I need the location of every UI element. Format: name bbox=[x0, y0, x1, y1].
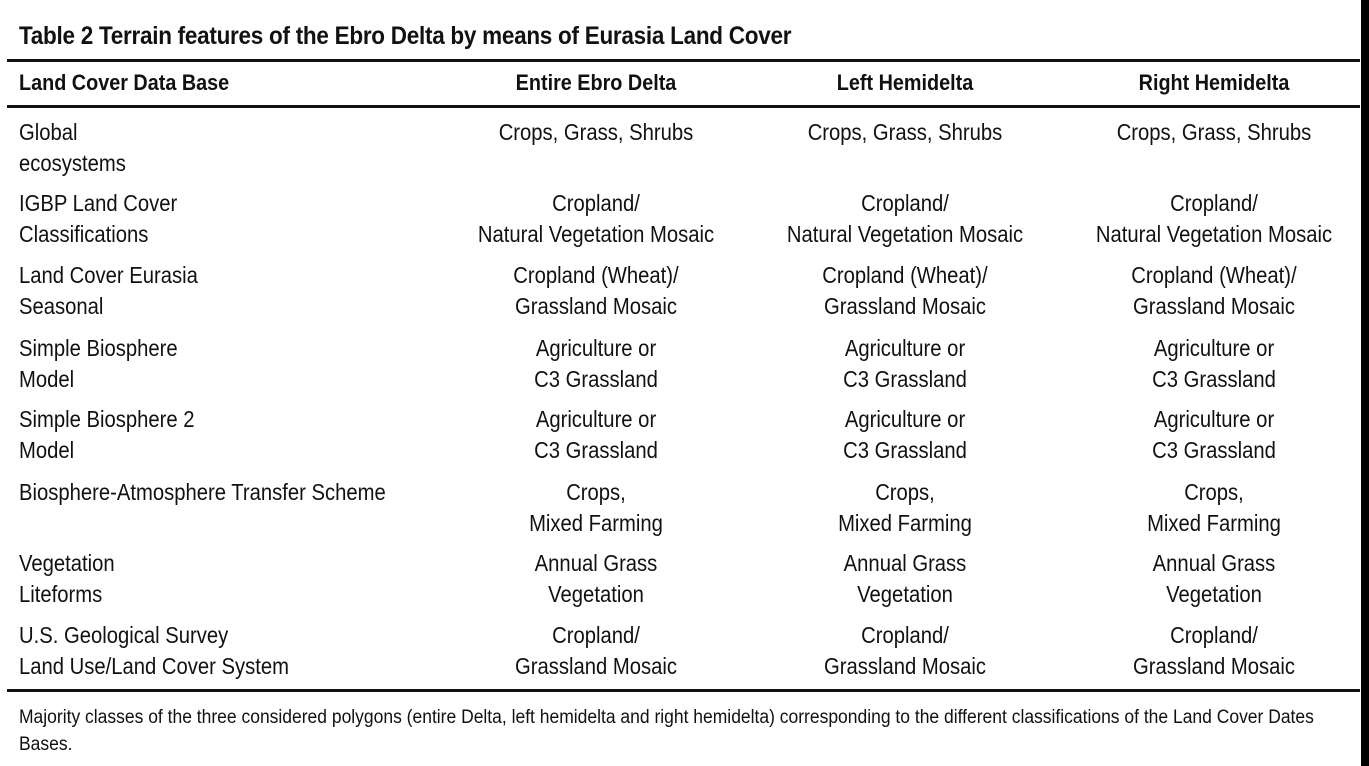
cell-entire-delta: Cropland/ Natural Vegetation Mosaic bbox=[477, 190, 715, 247]
cell-entire-delta: Crops, Mixed Farming bbox=[529, 479, 663, 536]
cell-right-hemidelta: Cropland/ Grassland Mosaic bbox=[1132, 622, 1295, 679]
cell-entire-delta: Cropland (Wheat)/ Grassland Mosaic bbox=[513, 262, 679, 319]
table-row bbox=[0, 477, 1361, 549]
cell-left-hemidelta: Crops, Mixed Farming bbox=[838, 479, 972, 536]
table-row bbox=[0, 620, 1361, 692]
cell-left-hemidelta: Cropland (Wheat)/ Grassland Mosaic bbox=[822, 262, 988, 319]
row-label: IGBP Land Cover Classifications bbox=[19, 190, 178, 247]
cell-left-hemidelta: Cropland/ Natural Vegetation Mosaic bbox=[786, 190, 1024, 247]
cell-entire-delta: Annual Grass Vegetation bbox=[534, 550, 658, 607]
table-title: Table 2 Terrain features of the Ebro Delta by means of Eurasia Land Cover bbox=[19, 22, 792, 50]
cell-left-hemidelta: Agriculture or C3 Grassland bbox=[843, 335, 967, 392]
top-rule bbox=[7, 59, 1360, 62]
cell-right-hemidelta: Agriculture or C3 Grassland bbox=[1152, 335, 1276, 392]
cell-entire-delta: Cropland/ Grassland Mosaic bbox=[514, 622, 677, 679]
bottom-rule bbox=[7, 689, 1360, 692]
row-label: Global ecosystems bbox=[19, 119, 126, 176]
cell-right-hemidelta: Crops, Grass, Shrubs bbox=[1116, 119, 1312, 145]
row-label: Simple Biosphere 2 Model bbox=[19, 406, 195, 463]
header-entire-ebro-delta: Entire Ebro Delta bbox=[515, 70, 677, 95]
row-label: Biosphere-Atmosphere Transfer Scheme bbox=[19, 479, 386, 505]
cell-right-hemidelta: Crops, Mixed Farming bbox=[1147, 479, 1281, 536]
cell-right-hemidelta: Cropland/ Natural Vegetation Mosaic bbox=[1095, 190, 1333, 247]
header-land-cover-data-base: Land Cover Data Base bbox=[19, 70, 230, 95]
table-row bbox=[0, 117, 1361, 189]
cell-entire-delta: Agriculture or C3 Grassland bbox=[534, 335, 658, 392]
table-row bbox=[0, 333, 1361, 405]
table-row bbox=[0, 548, 1361, 620]
cell-left-hemidelta: Crops, Grass, Shrubs bbox=[807, 119, 1003, 145]
row-label: Vegetation Liteforms bbox=[19, 550, 115, 607]
cell-left-hemidelta: Agriculture or C3 Grassland bbox=[843, 406, 967, 463]
row-label: Simple Biosphere Model bbox=[19, 335, 178, 392]
cell-entire-delta: Crops, Grass, Shrubs bbox=[498, 119, 694, 145]
header-left-hemidelta: Left Hemidelta bbox=[836, 70, 974, 95]
table-footnote: Majority classes of the three considered polygons (entire Delta, left hemidelta and right hemidelta) corresponding to the different classifications of the Land Cover Dates Bases. bbox=[19, 707, 1314, 755]
row-label: Land Cover Eurasia Seasonal bbox=[19, 262, 198, 319]
table-row bbox=[0, 404, 1361, 476]
cell-left-hemidelta: Annual Grass Vegetation bbox=[843, 550, 967, 607]
cell-right-hemidelta: Cropland (Wheat)/ Grassland Mosaic bbox=[1131, 262, 1297, 319]
cell-right-hemidelta: Agriculture or C3 Grassland bbox=[1152, 406, 1276, 463]
table-row bbox=[0, 260, 1361, 332]
cell-left-hemidelta: Cropland/ Grassland Mosaic bbox=[823, 622, 986, 679]
header-rule bbox=[7, 105, 1360, 108]
row-label: U.S. Geological Survey Land Use/Land Cover System bbox=[19, 622, 290, 679]
header-right-hemidelta: Right Hemidelta bbox=[1138, 70, 1290, 95]
cell-right-hemidelta: Annual Grass Vegetation bbox=[1152, 550, 1276, 607]
table-row bbox=[0, 188, 1361, 260]
cell-entire-delta: Agriculture or C3 Grassland bbox=[534, 406, 658, 463]
